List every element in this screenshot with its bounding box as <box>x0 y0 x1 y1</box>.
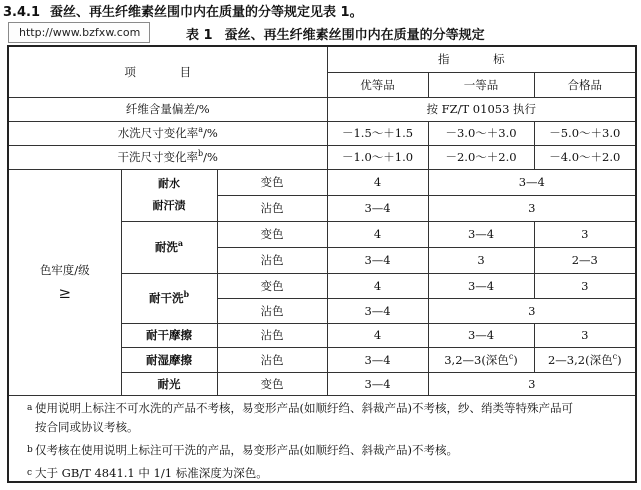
fastness-light-change: 变色 <box>217 372 327 395</box>
row-wash-shrink-label: 水洗尺寸变化率$^a$/% <box>9 121 327 145</box>
water-stain-v1: 3—4 <box>327 195 428 221</box>
wet-rub-v3: 2—3,2(深色$^c$) <box>534 347 635 372</box>
dry-rub-v2: 3—4 <box>428 323 534 347</box>
wash-change-v2: 3—4 <box>428 221 534 247</box>
header-grade-first: 一等品 <box>428 72 534 97</box>
row-dry-shrink-v3: －4.0～＋2.0 <box>534 145 635 169</box>
row-fiber-label: 纤维含量偏差/% <box>9 97 327 121</box>
row-dry-shrink-label: 干洗尺寸变化率$^b$/% <box>9 145 327 169</box>
wet-rub-v2: 3,2—3(深色$^c$) <box>428 347 534 372</box>
row-wash-shrink-v2: －3.0～＋3.0 <box>428 121 534 145</box>
light-v23: 3 <box>428 372 635 395</box>
note-a-line2: 按合同或协议考核。 <box>35 420 139 434</box>
wet-rub-v1: 3—4 <box>327 347 428 372</box>
dry-rub-v1: 4 <box>327 323 428 347</box>
note-a <box>9 399 635 437</box>
fastness-dry-rub-stain: 沾色 <box>217 323 327 347</box>
light-v1: 3—4 <box>327 372 428 395</box>
row-fiber-value: 按 FZ/T 01053 执行 <box>327 97 635 121</box>
water-change-v1: 4 <box>327 169 428 195</box>
table-notes <box>9 395 635 483</box>
drywash-change-v1: 4 <box>327 273 428 298</box>
dry-rub-v3: 3 <box>534 323 635 347</box>
section-text: 蚕丝、再生纤维素丝围巾内在质量的分等规定见表 1。 <box>50 5 363 20</box>
table-frame <box>7 45 637 483</box>
fastness-water-change: 变色 <box>217 169 327 195</box>
row-dry-shrink-v1: －1.0～＋1.0 <box>327 145 428 169</box>
fastness-wash-stain: 沾色 <box>217 247 327 273</box>
fastness-drywash-change: 变色 <box>217 273 327 298</box>
note-c-mark: c <box>27 468 33 478</box>
fastness-wash-change: 变色 <box>217 221 327 247</box>
note-b-mark: b <box>27 445 33 455</box>
fastness-drywash-stain: 沾色 <box>217 298 327 323</box>
drywash-change-v2: 3—4 <box>428 273 534 298</box>
fastness-water-label: 耐水 耐汗渍 <box>121 169 217 221</box>
table-caption <box>186 24 485 43</box>
table-caption-text: 蚕丝、再生纤维素丝围巾内在质量的分等规定 <box>224 28 485 43</box>
header-index: 指 标 <box>327 47 635 72</box>
row-wash-shrink-v1: －1.5～＋1.5 <box>327 121 428 145</box>
wash-stain-v2: 3 <box>428 247 534 273</box>
quality-grade-table <box>9 47 635 396</box>
row-wash-shrink-v3: －5.0～＋3.0 <box>534 121 635 145</box>
header-grade-qualified: 合格品 <box>534 72 635 97</box>
wash-change-v3: 3 <box>534 221 635 247</box>
fastness-wet-rub-stain: 沾色 <box>217 347 327 372</box>
note-a-line1: 使用说明上标注不可水洗的产品不考核，易变形产品(如顺纡绉、斜裁产品)不考核，纱、绡类等特殊产品可 <box>35 401 573 415</box>
fastness-drywash-label: 耐干洗$^b$ <box>121 273 217 323</box>
wash-stain-v3: 2—3 <box>534 247 635 273</box>
drywash-stain-v23: 3 <box>428 298 635 323</box>
water-stain-v23: 3 <box>428 195 635 221</box>
water-change-v23: 3—4 <box>428 169 635 195</box>
fastness-dry-rub-label: 耐干摩擦 <box>121 323 217 347</box>
wash-change-v1: 4 <box>327 221 428 247</box>
watermark-box: http://www.bzfxw.com <box>8 22 150 43</box>
wash-stain-v1: 3—4 <box>327 247 428 273</box>
drywash-change-v3: 3 <box>534 273 635 298</box>
section-number: 3.4.1 <box>3 5 41 20</box>
note-c <box>9 464 635 483</box>
fastness-light-label: 耐光 <box>121 372 217 395</box>
header-item: 项 目 <box>9 47 327 97</box>
fastness-group-label: 色牢度/级 ≥ <box>9 169 121 395</box>
row-dry-shrink-v2: －2.0～＋2.0 <box>428 145 534 169</box>
note-b-text: 仅考核在使用说明上标注可干洗的产品，易变形产品(如顺纡绉、斜裁产品)不考核。 <box>35 443 458 457</box>
fastness-wash-label: 耐洗$^a$ <box>121 221 217 273</box>
drywash-stain-v1: 3—4 <box>327 298 428 323</box>
section-heading <box>3 1 363 20</box>
fastness-wet-rub-label: 耐湿摩擦 <box>121 347 217 372</box>
note-c-text: 大于 GB/T 4841.1 中 1/1 标准深度为深色。 <box>35 466 268 480</box>
fastness-water-stain: 沾色 <box>217 195 327 221</box>
table-number: 表 1 <box>186 28 213 43</box>
note-b <box>9 441 635 460</box>
header-grade-superior: 优等品 <box>327 72 428 97</box>
note-a-mark: a <box>27 403 33 413</box>
